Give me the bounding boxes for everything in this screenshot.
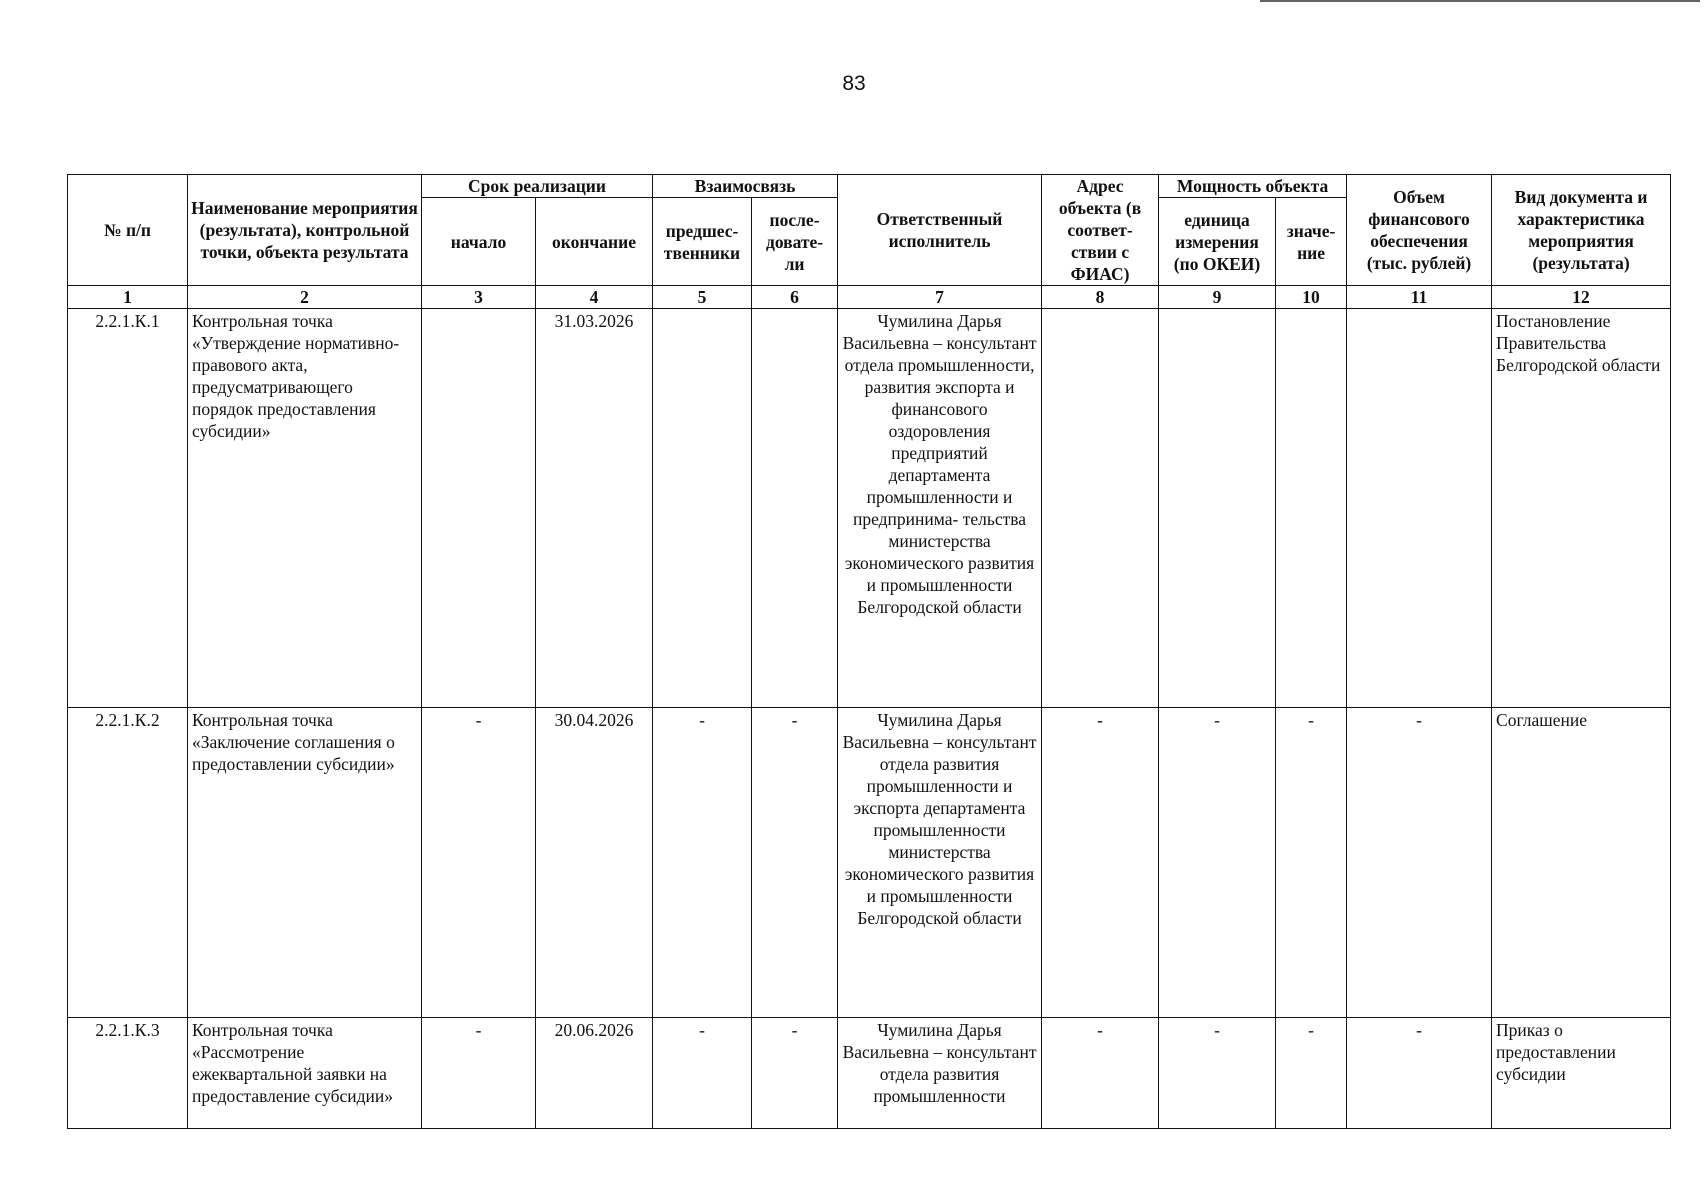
row-unit: - <box>1159 708 1276 1018</box>
row-address: - <box>1042 708 1159 1018</box>
row-value: - <box>1276 708 1347 1018</box>
column-number: 9 <box>1159 286 1276 309</box>
row-finance <box>1347 309 1492 708</box>
row-address <box>1042 309 1159 708</box>
header-value: значе- ние <box>1276 198 1347 286</box>
column-number: 5 <box>653 286 752 309</box>
row-finance: - <box>1347 1018 1492 1129</box>
column-number: 4 <box>536 286 653 309</box>
scan-edge-line <box>1260 0 1700 2</box>
row-value: - <box>1276 1018 1347 1129</box>
header-group-term: Срок реализации <box>422 175 653 198</box>
column-number: 8 <box>1042 286 1159 309</box>
table-row <box>68 1018 1671 1129</box>
column-number-row <box>68 286 1671 309</box>
row-unit <box>1159 309 1276 708</box>
row-successors <box>752 309 838 708</box>
column-number: 6 <box>752 286 838 309</box>
column-number: 7 <box>838 286 1042 309</box>
page-number: 83 <box>842 72 866 95</box>
row-responsible <box>838 1018 1042 1129</box>
row-name: Контрольная точка «Заключение соглашения о предоставлении субсидии» <box>188 708 422 1018</box>
row-start: - <box>422 1018 536 1129</box>
row-number: 2.2.1.К.2 <box>68 708 188 1018</box>
header-predecessors: предшес- твенники <box>653 198 752 286</box>
row-predecessors <box>653 309 752 708</box>
column-number: 2 <box>188 286 422 309</box>
row-start <box>422 309 536 708</box>
row-start: - <box>422 708 536 1018</box>
row-end: 30.04.2026 <box>536 708 653 1018</box>
activity-plan-table <box>67 174 1671 1129</box>
header-end: окончание <box>536 198 653 286</box>
header-responsible: Ответственный исполнитель <box>838 175 1042 286</box>
row-document: Приказ о предоставлении субсидии <box>1492 1018 1671 1129</box>
row-responsible: Чумилина Дарья Васильевна – консультант отдела промышленности, развития экспорта и финансового оздоровления предприятий департамента промышленности и предпринима- тельства министерства экономического развития и промышленности Белгородской области <box>838 309 1042 708</box>
table-body <box>68 309 1671 1129</box>
header-document: Вид документа и характеристика мероприятия (результата) <box>1492 175 1671 286</box>
column-number: 10 <box>1276 286 1347 309</box>
table-row <box>68 708 1671 1018</box>
row-responsible: Чумилина Дарья Васильевна – консультант отдела развития промышленности и экспорта департамента промышленности министерства экономического развития и промышленности Белгородской области <box>838 708 1042 1018</box>
column-number: 1 <box>68 286 188 309</box>
header-group-link: Взаимосвязь <box>653 175 838 198</box>
row-successors: - <box>752 708 838 1018</box>
header-group-capacity: Мощность объекта <box>1159 175 1347 198</box>
row-predecessors: - <box>653 708 752 1018</box>
header-address: Адрес объекта (в соответ- ствии с ФИАС) <box>1042 175 1159 286</box>
header-start: начало <box>422 198 536 286</box>
header-number: № п/п <box>68 175 188 286</box>
row-value <box>1276 309 1347 708</box>
row-name: Контрольная точка «Рассмотрение ежеквартальной заявки на предоставление субсидии» <box>188 1018 422 1129</box>
row-number: 2.2.1.К.3 <box>68 1018 188 1129</box>
row-successors: - <box>752 1018 838 1129</box>
row-unit: - <box>1159 1018 1276 1129</box>
row-finance: - <box>1347 708 1492 1018</box>
row-document: Постановление Правительства Белгородской области <box>1492 309 1671 708</box>
row-responsible-text: Чумилина Дарья Васильевна – консультант отдела развития промышленности <box>842 1020 1037 1106</box>
header-successors: после- довате- ли <box>752 198 838 286</box>
row-end: 20.06.2026 <box>536 1018 653 1129</box>
row-document: Соглашение <box>1492 708 1671 1018</box>
column-number: 3 <box>422 286 536 309</box>
header-finance: Объем финансового обеспечения (тыс. рублей) <box>1347 175 1492 286</box>
row-end: 31.03.2026 <box>536 309 653 708</box>
row-name: Контрольная точка «Утверждение нормативно-правового акта, предусматривающего порядок предоставления субсидии» <box>188 309 422 708</box>
row-address: - <box>1042 1018 1159 1129</box>
table-row <box>68 309 1671 708</box>
table-header <box>68 175 1671 309</box>
column-number: 11 <box>1347 286 1492 309</box>
row-number: 2.2.1.К.1 <box>68 309 188 708</box>
column-number: 12 <box>1492 286 1671 309</box>
header-name: Наименование мероприятия (результата), контрольной точки, объекта результата <box>188 175 422 286</box>
row-predecessors: - <box>653 1018 752 1129</box>
header-unit: единица измерения (по ОКЕИ) <box>1159 198 1276 286</box>
